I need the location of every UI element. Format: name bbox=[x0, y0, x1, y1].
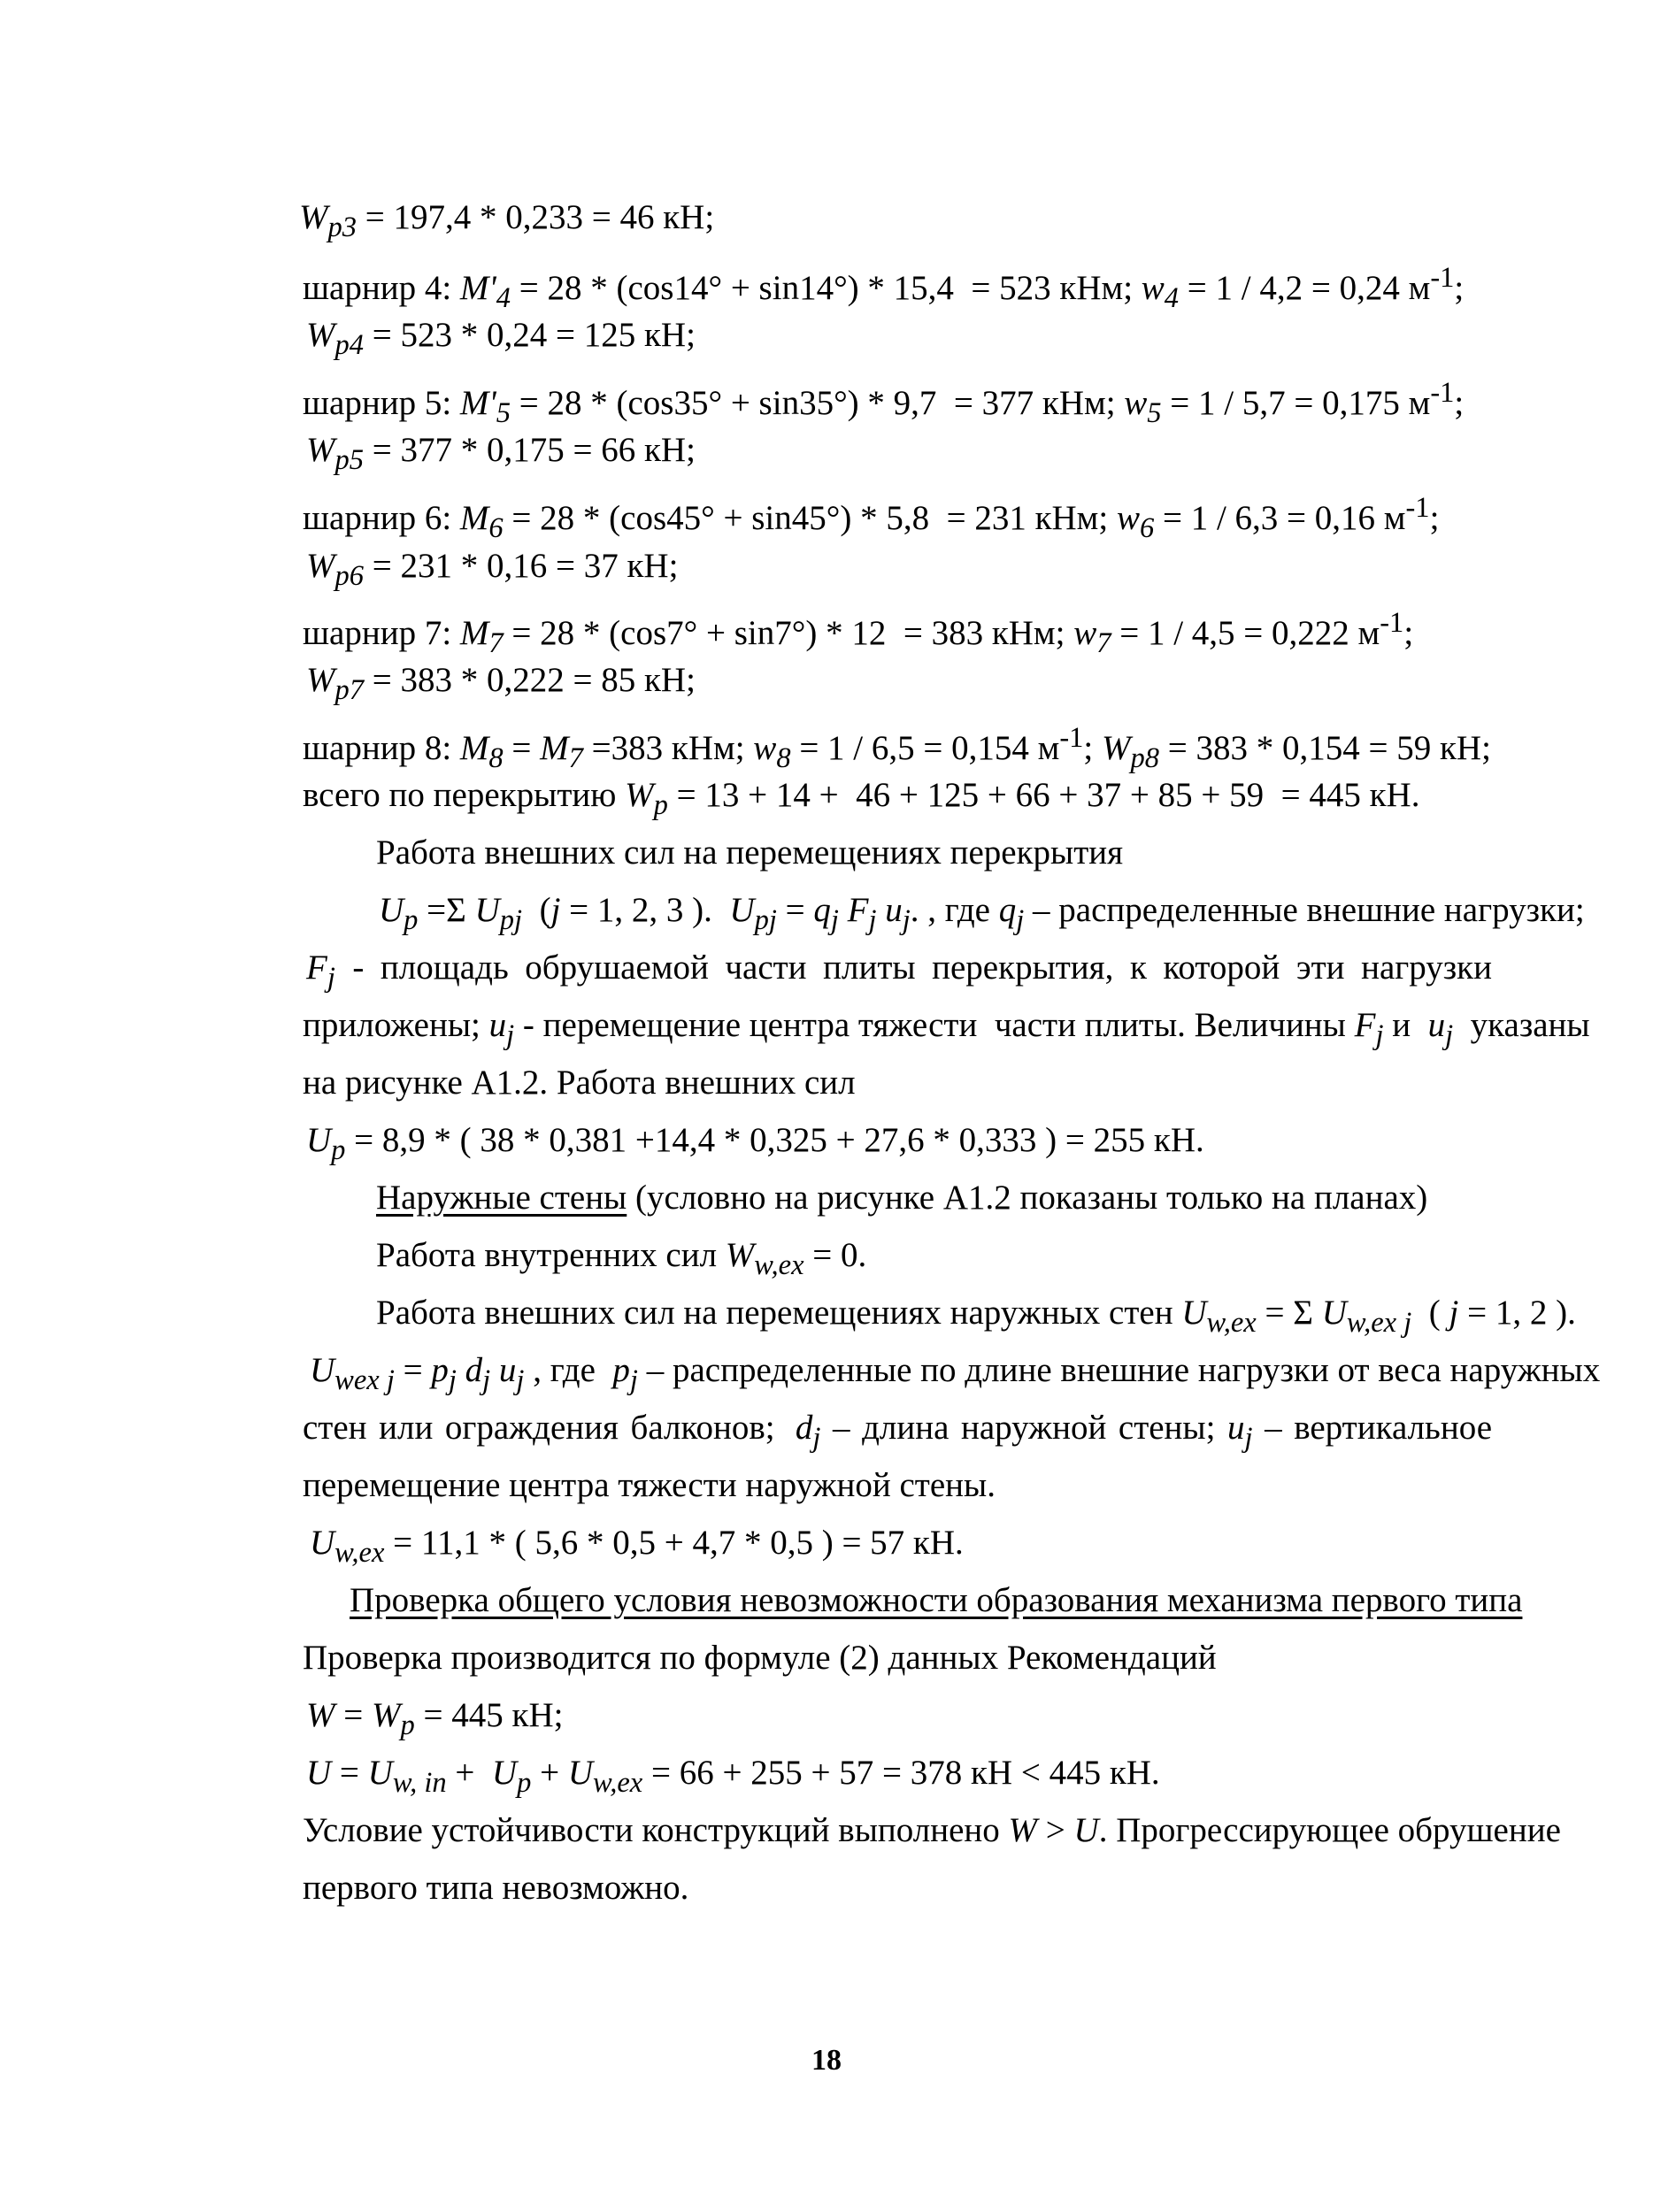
line-up-formula: $U_p =\Sigma$ $U_{pj}$ (j = 1, 2, 3 ). $U_{pj} = q_j$ $F_j$ $u_j$. , где $q_j$ – распределенные внешние нагрузки; bbox=[379, 891, 1585, 936]
page-number: 18 bbox=[811, 2044, 842, 2077]
line-outer-walls-ext-work: Работа внешних сил на перемещениях наружных стен $U_{w,ex} = \Sigma$ $U_{w,ex j}$ ( j = 1, 2 ). bbox=[376, 1294, 1576, 1339]
line-hinge-6: шарнир 6: $M_6 = 28 * (\cos 45^\circ + \sin 45^\circ) * 5,8 = 231$ кНм; $w_6 = 1 / 6,3 = 0,16$ $м^{-1}$; bbox=[303, 492, 1440, 544]
line-fj-def: $F_j$ - площадь обрушаемой части плиты перекрытия, к которой эти нагрузки bbox=[306, 949, 1492, 994]
line-outer-walls: Наружные стены (условно на рисунке А1.2 показаны только на планах) bbox=[376, 1179, 1428, 1217]
line-hinge-8: шарнир 8: $M_8 = M_7 =383$ кНм; $w_8 = 1 / 6,5 = 0,154$ $м^{-1}$; $W_{p8} = 383 * 0,154 = 59$ кН; bbox=[303, 722, 1491, 774]
line-wp7: $W_{p7} = 383 * 0,222 = 85$ кН; bbox=[306, 661, 696, 706]
line-uwex-result: $U_{w,ex} = 11,1$ * ( 5,6 * 0,5 + 4,7 * 0,5 ) = 57 кН. bbox=[310, 1524, 964, 1569]
line-total-floor: всего по перекрытию $W_p = 13 + 14 + 46 + 125 + 66 + 37 + 85 + 59 = 445$ кН. bbox=[303, 776, 1420, 821]
line-wp5: $W_{p5} = 377 * 0,175 = 66$ кН; bbox=[306, 431, 696, 476]
line-wp4: $W_{p4} = 523 * 0,24 = 125$ кН; bbox=[306, 316, 696, 361]
line-check-heading: Проверка общего условия невозможности образования механизма первого типа bbox=[350, 1581, 1523, 1619]
line-hinge-7: шарнир 7: $M_7 = 28 * (\cos 7^\circ + \sin 7^\circ) * 12 = 383$ кНм; $w_7 = 1 / 4,5 = 0,222$ $м^{-1}$; bbox=[303, 607, 1414, 659]
line-wp3: $W_{p3} = 197,4 * 0,233 = 46$ кН; bbox=[299, 198, 715, 243]
line-up-result: $U_p = 8,9$ * ( 38 * 0,381 +14,4 * 0,325 + 27,6 * 0,333 ) = 255 кН. bbox=[306, 1121, 1204, 1166]
line-figure-ref: на рисунке А1.2. Работа внешних сил bbox=[303, 1064, 856, 1102]
line-conclusion-end: первого типа невозможно. bbox=[303, 1869, 689, 1907]
line-w-eq: $W = W_p = 445$ кН; bbox=[306, 1696, 564, 1741]
line-hinge-4: шарнир 4: $M'_4 = 28 * (\cos 14^\circ + \sin 14^\circ) * 15,4 = 523$ кНм; $w_4 = 1 / 4,2 = 0,24$ $м^{-1}$; bbox=[303, 262, 1465, 314]
line-conclusion: Условие устойчивости конструкций выполнено W > U. Прогрессирующее обрушение bbox=[303, 1811, 1561, 1849]
line-u-eq: $U = U_{w, in} + U_p + U_{w,ex} = 66 + 255 + 57 = 378$ кН < 445 кН. bbox=[306, 1754, 1160, 1799]
line-inner-work: Работа внутренних сил $W_{w,ex} = 0$. bbox=[376, 1236, 867, 1281]
line-uj-def: приложены; $u_j$ - перемещение центра тяжести части плиты. Величины $F_j$ и $u_j$ указаны bbox=[303, 1006, 1590, 1051]
line-walls-def-end: перемещение центра тяжести наружной стены. bbox=[303, 1466, 996, 1504]
line-check-formula: Проверка производится по формуле (2) данных Рекомендаций bbox=[303, 1639, 1217, 1677]
line-wp6: $W_{p6} = 231 * 0,16 = 37$ кН; bbox=[306, 547, 679, 592]
line-walls-def: стен или ограждения балконов; $d_j$ – длина наружной стены; $u_j$ – вертикальное bbox=[303, 1409, 1492, 1454]
line-hinge-5: шарнир 5: $M'_5 = 28 * (\cos 35^\circ + \sin 35^\circ) * 9,7 = 377$ кНм; $w_5 = 1 / 5,7 = 0,175$ $м^{-1}$; bbox=[303, 377, 1465, 429]
line-ext-work-heading: Работа внешних сил на перемещениях перекрытия bbox=[376, 833, 1124, 872]
line-uwexj-def: $U_{wex j} = p_j$ $d_j$ $u_j$ , где $p_j$ – распределенные по длине внешние нагрузки от веса наружных bbox=[310, 1351, 1601, 1396]
